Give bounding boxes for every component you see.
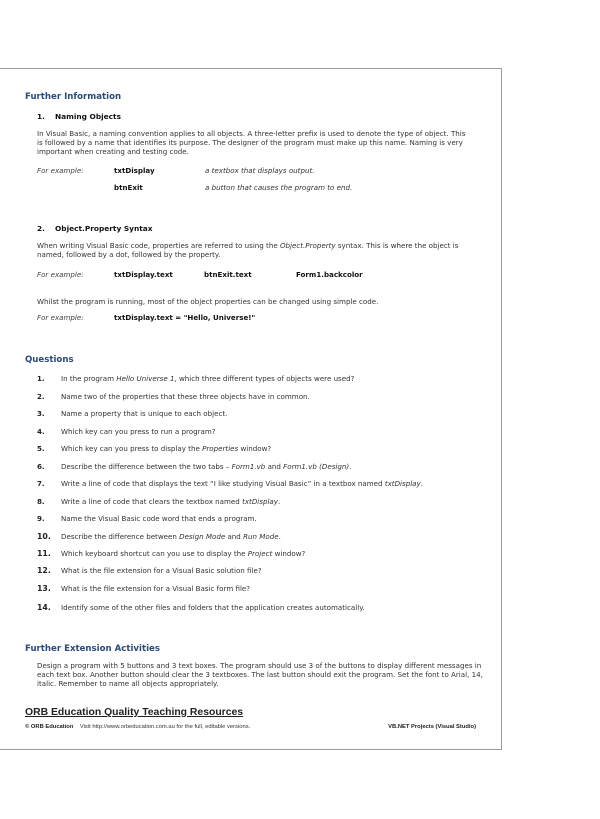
example-description: a button that causes the program to end. xyxy=(205,183,353,192)
question-text xyxy=(61,462,351,471)
example-code: Form1.backcolor xyxy=(296,270,363,279)
example-label: For example: xyxy=(37,270,84,279)
question-text xyxy=(61,374,354,383)
question-text xyxy=(61,514,257,523)
question-emphasis: Design Mode xyxy=(179,532,226,541)
question-text-part: What is the file extension for a Visual Basic form file? xyxy=(61,584,251,593)
question-text-part: . xyxy=(277,497,281,506)
syntax-text: When writing Visual Basic code, properties are referred to using the xyxy=(37,241,280,250)
question-text-part: . xyxy=(349,462,352,471)
question-text xyxy=(61,549,305,558)
question-text-part: window? xyxy=(238,444,272,453)
example-code: txtDisplay.text xyxy=(114,270,173,279)
question-number: 2. xyxy=(37,392,45,401)
question-text-part: Write a line of code that clears the textbox named xyxy=(61,497,243,506)
question-number: 12. xyxy=(37,566,51,575)
subheading-title: Naming Objects xyxy=(55,112,121,121)
question-text-part: Identify some of the other files and folders that the application creates automatically. xyxy=(61,603,365,612)
syntax-emphasis: Object.Property xyxy=(279,241,336,250)
naming-paragraph: In Visual Basic, a naming convention applies to all objects. A three-letter prefix is used to denote the type of object. This is followed by a name that identifies its purpose. The designer of the program must make up this name. Naming is very important when creating and testing code. xyxy=(37,129,466,157)
question-emphasis: Hello Universe 1 xyxy=(116,374,175,383)
question-text-part: Describe the difference between xyxy=(61,532,180,541)
question-text-part: . xyxy=(278,532,281,541)
question-text xyxy=(61,497,280,506)
question-text-part: Name two of the properties that these three objects have in common. xyxy=(61,392,310,401)
example-name: btnExit xyxy=(114,183,143,192)
question-emphasis: txtDisplay xyxy=(242,497,278,506)
question-text-part: What is the file extension for a Visual Basic solution file? xyxy=(61,566,262,575)
question-emphasis: Project xyxy=(247,549,273,558)
question-text-part: Which key can you press to display the xyxy=(61,444,203,453)
question-text-part: Write a line of code that displays the text “I like studying Visual Basic” in a textbox named xyxy=(61,479,385,488)
question-text-part: , which three different types of objects were used? xyxy=(174,374,355,383)
question-number: 6. xyxy=(37,462,45,471)
question-text xyxy=(61,603,365,612)
question-number: 4. xyxy=(37,427,45,436)
footer-copyright: © ORB Education xyxy=(25,724,74,730)
subheading-title: Object.Property Syntax xyxy=(55,224,153,233)
question-text-part: . xyxy=(420,479,423,488)
footer-copyright-line xyxy=(25,724,250,730)
question-number: 9. xyxy=(37,514,45,523)
runtime-paragraph: Whilst the program is running, most of the object properties can be changed using simple code. xyxy=(37,297,379,306)
question-number: 3. xyxy=(37,409,45,418)
question-text xyxy=(61,566,262,575)
question-number: 7. xyxy=(37,479,45,488)
question-number: 11. xyxy=(37,549,51,558)
extension-paragraph: Design a program with 5 buttons and 3 text boxes. The program should use 3 of the buttons to display different messages in each text box. Another button should clear the 3 textboxes. The last button should exit the program. Set the font to Arial, 14, italic. Remember to name all objects appropriately. xyxy=(37,661,483,689)
footer-product: VB.NET Projects (Visual Studio) xyxy=(388,724,476,730)
question-text xyxy=(61,392,310,401)
example-label: For example: xyxy=(37,166,84,175)
question-text-part: window? xyxy=(272,549,306,558)
section-heading-extension: Further Extension Activities xyxy=(25,644,160,654)
question-emphasis: Run Mode xyxy=(243,532,279,541)
question-emphasis: txtDisplay xyxy=(384,479,421,488)
question-number: 13. xyxy=(37,584,51,593)
question-number: 5. xyxy=(37,444,45,453)
syntax-text: syntax. This is where the object is named, followed by a dot, followed by the property. xyxy=(37,241,459,260)
question-text-part: Which keyboard shortcut can you use to display the xyxy=(61,549,248,558)
footer-visit-text: Visit http://www.orbeducation.com.au for the full, editable versions. xyxy=(79,724,251,730)
question-text-part: and xyxy=(265,462,284,471)
subheading-number: 1. xyxy=(37,112,45,121)
question-text xyxy=(61,409,227,418)
question-number: 1. xyxy=(37,374,45,383)
question-text xyxy=(61,584,250,593)
question-text xyxy=(61,532,281,541)
question-emphasis: Properties xyxy=(202,444,239,453)
question-text-part: and xyxy=(225,532,244,541)
section-heading-further-information: Further Information xyxy=(25,92,122,102)
question-number: 14. xyxy=(37,603,51,612)
example-code: txtDisplay.text = "Hello, Universe!" xyxy=(114,313,256,322)
question-number: 8. xyxy=(37,497,45,506)
question-text-part: Describe the difference between the two tabs – xyxy=(61,462,232,471)
question-text-part: Name the Visual Basic code word that ends a program. xyxy=(61,514,257,523)
question-number: 10. xyxy=(37,532,51,541)
question-emphasis: Form1.vb xyxy=(231,462,266,471)
example-code: btnExit.text xyxy=(204,270,252,279)
question-text-part: Name a property that is unique to each object. xyxy=(61,409,228,418)
section-heading-questions: Questions xyxy=(25,355,74,365)
question-text-part: In the program xyxy=(61,374,117,383)
question-text xyxy=(61,444,271,453)
subheading-naming-objects xyxy=(37,112,121,121)
example-label: For example: xyxy=(37,313,84,322)
subheading-number: 2. xyxy=(37,224,45,233)
example-name: txtDisplay xyxy=(114,166,155,175)
question-text-part: Which key can you press to run a program? xyxy=(61,427,216,436)
question-text xyxy=(61,479,423,488)
footer-title: ORB Education Quality Teaching Resources xyxy=(25,707,244,718)
question-text xyxy=(61,427,216,436)
question-emphasis: Form1.vb (Design) xyxy=(283,462,350,471)
example-description: a textbox that displays output. xyxy=(205,166,315,175)
syntax-paragraph xyxy=(37,241,467,259)
subheading-object-property-syntax xyxy=(37,224,153,233)
